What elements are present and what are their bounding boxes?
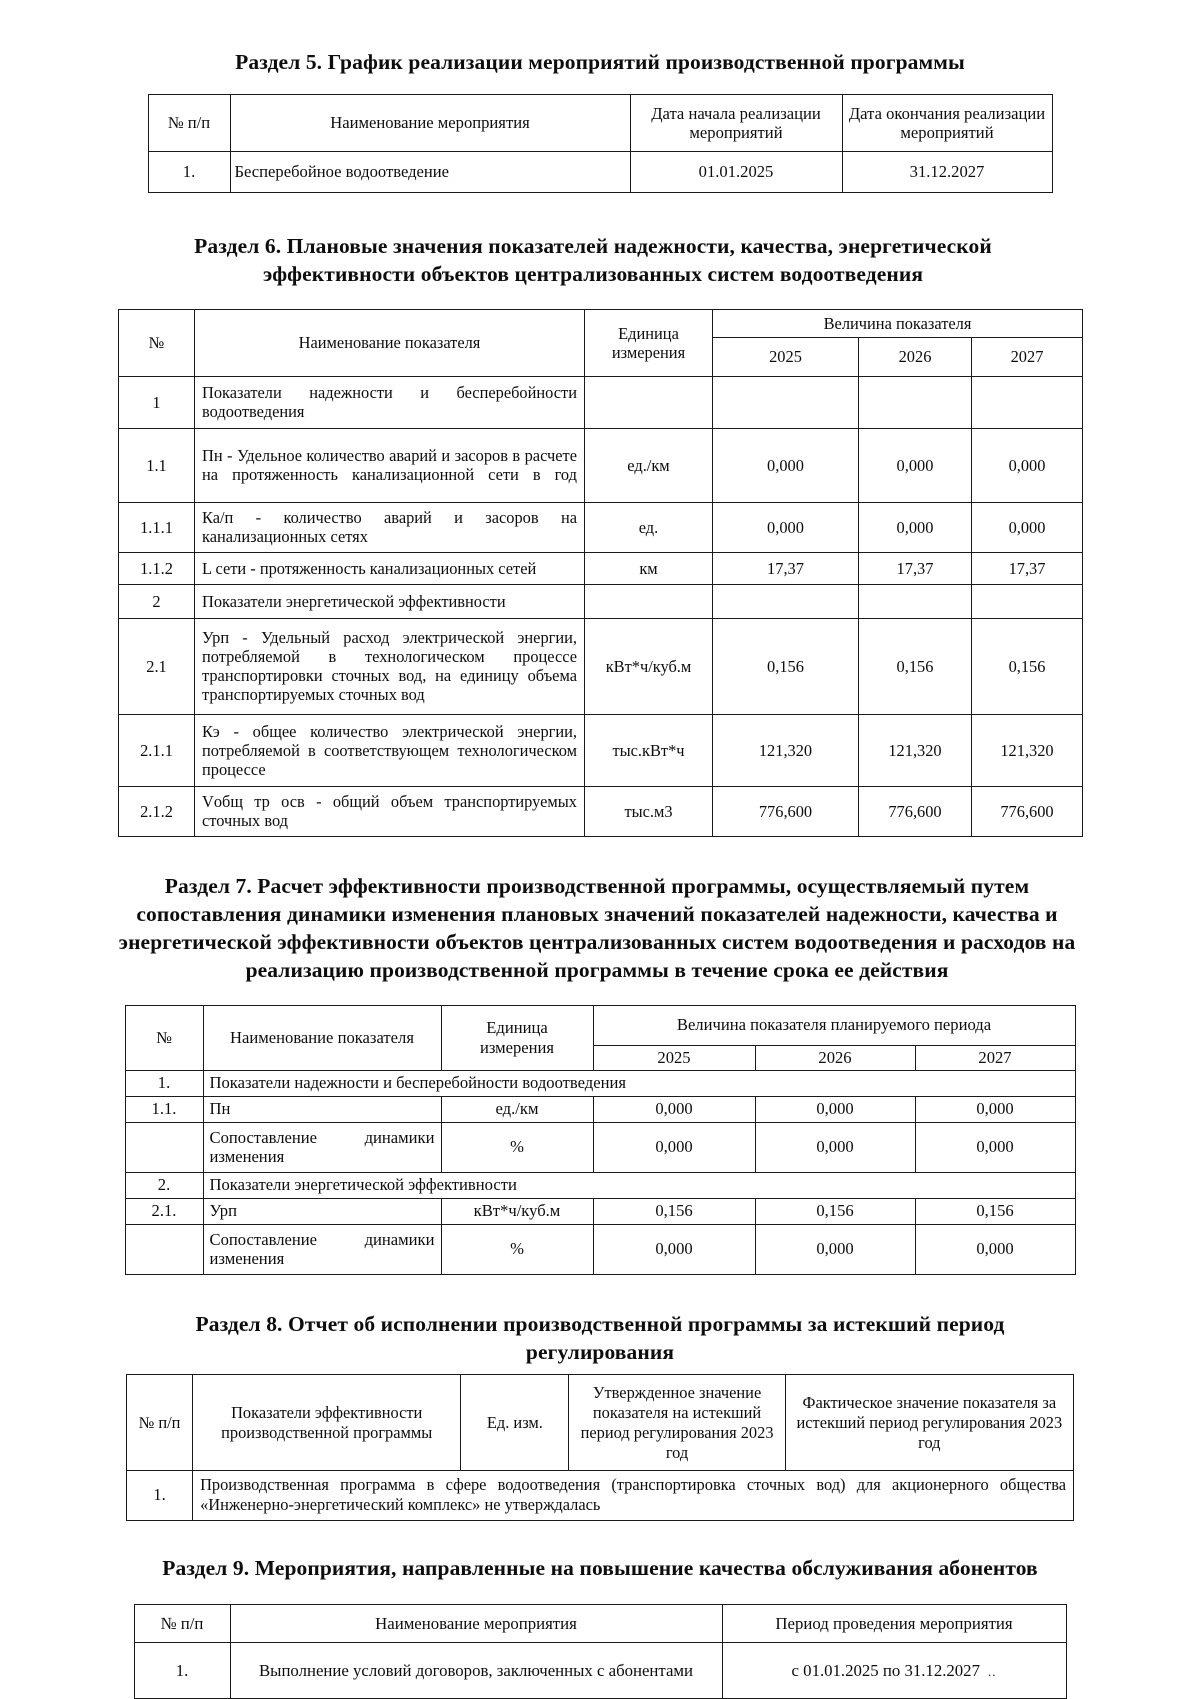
cell-unit: % <box>441 1122 593 1172</box>
cell-name: L сети - протяженность канализационных сетей <box>195 552 585 584</box>
cell-num: 1. <box>127 1471 193 1520</box>
section-6-title: Раздел 6. Плановые значения показателей надежности, качества, энергетической эффективности объектов централизованных систем водоотведения <box>194 233 992 286</box>
table-row <box>119 618 1083 714</box>
col-header-period: Период проведения мероприятия <box>722 1605 1066 1643</box>
col-header-end-date: Дата окончания реализации мероприятий <box>842 94 1052 151</box>
cell-value-2026: 0,000 <box>859 428 972 502</box>
cell-num: 2.1.1 <box>119 714 195 786</box>
cell-num: 1.1.1 <box>119 502 195 552</box>
cell-name: Выполнение условий договоров, заключенных с абонентами <box>230 1643 722 1699</box>
cell-name: Пн <box>203 1096 441 1122</box>
table-header-row <box>119 309 1083 337</box>
col-header-unit: Единица измерения <box>585 309 713 376</box>
section-7-title: Раздел 7. Расчет эффективности производственной программы, осуществляемый путем сопоставления динамики изменения плановых значений показателей надежности, качества и энергетической эффективности объектов централизованных систем водоотведения и расходов на реализацию производственной программы в течение срока ее действия <box>118 873 1076 982</box>
cell-group-name: Показатели энергетической эффективности <box>203 1172 1075 1198</box>
table-row <box>125 1096 1075 1122</box>
cell-name: Пн - Удельное количество аварий и засоров в расчете на протяженность канализационной сети в год <box>195 428 585 502</box>
col-header-unit: Единица измерения <box>441 1005 593 1070</box>
table-row-group <box>125 1172 1075 1198</box>
cell-value-2026: 0,000 <box>859 502 972 552</box>
cell-unit: кВт*ч/куб.м <box>585 618 713 714</box>
col-header-num: № п/п <box>127 1375 193 1471</box>
col-header-name: Наименование показателя <box>203 1005 441 1070</box>
table-row <box>127 1471 1074 1520</box>
cell-num: 2. <box>125 1172 203 1198</box>
cell-value-2026: 0,000 <box>755 1224 915 1274</box>
table-row <box>125 1198 1075 1224</box>
cell-value-2026: 0,000 <box>755 1096 915 1122</box>
cell-value-2026: 0,156 <box>755 1198 915 1224</box>
col-header-name: Наименование показателя <box>195 309 585 376</box>
cell-name: Показатели энергетической эффективности <box>195 584 585 618</box>
col-header-year-2026: 2026 <box>755 1045 915 1070</box>
table-row-group <box>125 1070 1075 1096</box>
table-row <box>125 1224 1075 1274</box>
cell-value-2027: 0,000 <box>915 1122 1075 1172</box>
cell-unit: кВт*ч/куб.м <box>441 1198 593 1224</box>
cell-num: 1.1 <box>119 428 195 502</box>
cell-unit: ед./км <box>441 1096 593 1122</box>
cell-num: 2.1. <box>125 1198 203 1224</box>
cell-value-2027: 121,320 <box>972 714 1083 786</box>
section-5-title: Раздел 5. График реализации мероприятий производственной программы <box>235 50 965 74</box>
cell-value-2027: 776,600 <box>972 786 1083 836</box>
col-header-name: Наименование мероприятия <box>230 94 630 151</box>
col-header-name: Наименование мероприятия <box>230 1605 722 1643</box>
cell-unit: ед. <box>585 502 713 552</box>
table-header-row <box>127 1375 1074 1471</box>
cell-value-2026: 0,000 <box>755 1122 915 1172</box>
cell-unit: тыс.м3 <box>585 786 713 836</box>
cell-num: 1.1. <box>125 1096 203 1122</box>
table-header-row <box>148 94 1052 151</box>
col-header-actual-value: Фактическое значение показателя за истекший период регулирования 2023 год <box>785 1375 1073 1471</box>
cell-value-2027: 0,156 <box>972 618 1083 714</box>
cell-value-2027: 0,000 <box>972 428 1083 502</box>
col-header-num: № <box>119 309 195 376</box>
cell-period-text: с 01.01.2025 по 31.12.2027 <box>791 1661 980 1681</box>
col-header-year-2027: 2027 <box>972 337 1083 376</box>
cell-num: 2 <box>119 584 195 618</box>
cell-value-2027: 0,156 <box>915 1198 1075 1224</box>
cell-value-2025 <box>713 376 859 428</box>
table-row <box>148 151 1052 192</box>
cell-name: Показатели надежности и бесперебойности водоотведения <box>195 376 585 428</box>
cell-value-2027: 0,000 <box>972 502 1083 552</box>
cell-num: 1. <box>134 1643 230 1699</box>
cell-name: Сопоставление динамики изменения <box>203 1224 441 1274</box>
table-header-row <box>134 1605 1066 1643</box>
cell-value-2025: 776,600 <box>713 786 859 836</box>
cell-value-2026 <box>859 584 972 618</box>
col-header-value-group: Величина показателя <box>713 309 1083 337</box>
cell-value-2025 <box>713 584 859 618</box>
cell-value-2027: 17,37 <box>972 552 1083 584</box>
cell-name: Урп - Удельный расход электрической энергии, потребляемой в технологическом процессе транспортировки сточных вод, на единицу объема транспортируемых сточных вод <box>195 618 585 714</box>
cell-unit <box>585 376 713 428</box>
section-5-table <box>148 94 1053 193</box>
cell-unit <box>585 584 713 618</box>
col-header-year-2025: 2025 <box>593 1045 755 1070</box>
section-8-table <box>126 1374 1074 1520</box>
cell-name: Vобщ тр осв - общий объем транспортируемых сточных вод <box>195 786 585 836</box>
cell-period <box>722 1643 1066 1699</box>
cell-value-2027: 0,000 <box>915 1096 1075 1122</box>
section-9-title: Раздел 9. Мероприятия, направленные на повышение качества обслуживания абонентов <box>162 1555 1038 1580</box>
col-header-num: № п/п <box>134 1605 230 1643</box>
cell-value-2026: 776,600 <box>859 786 972 836</box>
cell-end-date: 31.12.2027 <box>842 151 1052 192</box>
cell-value-2025: 17,37 <box>713 552 859 584</box>
cell-unit: % <box>441 1224 593 1274</box>
cell-name: Бесперебойное водоотведение <box>230 151 630 192</box>
cell-value-2025: 0,156 <box>713 618 859 714</box>
cell-value-2026 <box>859 376 972 428</box>
cell-value-2027 <box>972 584 1083 618</box>
cell-unit: тыс.кВт*ч <box>585 714 713 786</box>
col-header-year-2025: 2025 <box>713 337 859 376</box>
col-header-approved-value: Утвержденное значение показателя на истекший период регулирования 2023 год <box>569 1375 785 1471</box>
table-row <box>119 428 1083 502</box>
cell-period-trailing-dots: .. <box>987 1664 997 1680</box>
table-row <box>119 376 1083 428</box>
cell-value-2025: 0,000 <box>713 428 859 502</box>
table-row <box>119 786 1083 836</box>
cell-value-2027: 0,000 <box>915 1224 1075 1274</box>
cell-num: 1.1.2 <box>119 552 195 584</box>
cell-num: 1 <box>119 376 195 428</box>
col-header-unit: Ед. изм. <box>461 1375 569 1471</box>
cell-unit: км <box>585 552 713 584</box>
cell-name: Сопоставление динамики изменения <box>203 1122 441 1172</box>
section-7-table <box>125 1005 1076 1275</box>
col-header-start-date: Дата начала реализации мероприятий <box>630 94 842 151</box>
cell-name: Кэ - общее количество электрической энергии, потребляемой в соответствующем технологическом процессе <box>195 714 585 786</box>
cell-value-2026: 0,156 <box>859 618 972 714</box>
section-9-table <box>134 1604 1067 1699</box>
table-row <box>119 502 1083 552</box>
cell-note-text: Производственная программа в сфере водоотведения (транспортировка сточных вод) для акционерного общества «Инженерно-энергетический комплекс» не утверждалась <box>193 1471 1074 1520</box>
cell-unit: ед./км <box>585 428 713 502</box>
cell-value-2025: 0,000 <box>593 1096 755 1122</box>
cell-num <box>125 1122 203 1172</box>
col-header-year-2026: 2026 <box>859 337 972 376</box>
table-row <box>119 552 1083 584</box>
cell-value-2026: 17,37 <box>859 552 972 584</box>
col-header-year-2027: 2027 <box>915 1045 1075 1070</box>
col-header-num: № <box>125 1005 203 1070</box>
table-row <box>119 584 1083 618</box>
section-8-title: Раздел 8. Отчет об исполнении производственной программы за истекший период регулирования <box>195 1311 1005 1364</box>
cell-value-2025: 121,320 <box>713 714 859 786</box>
table-row <box>134 1643 1066 1699</box>
cell-name: Ка/п - количество аварий и засоров на канализационных сетях <box>195 502 585 552</box>
col-header-name: Показатели эффективности производственной программы <box>193 1375 461 1471</box>
cell-num: 2.1 <box>119 618 195 714</box>
table-row <box>125 1122 1075 1172</box>
cell-value-2027 <box>972 376 1083 428</box>
cell-group-name: Показатели надежности и бесперебойности водоотведения <box>203 1070 1075 1096</box>
cell-value-2025: 0,000 <box>593 1122 755 1172</box>
table-header-row <box>125 1005 1075 1045</box>
cell-value-2025: 0,156 <box>593 1198 755 1224</box>
cell-value-2025: 0,000 <box>593 1224 755 1274</box>
col-header-num: № п/п <box>148 94 230 151</box>
cell-num <box>125 1224 203 1274</box>
cell-num: 1. <box>125 1070 203 1096</box>
cell-value-2025: 0,000 <box>713 502 859 552</box>
col-header-value-group: Величина показателя планируемого периода <box>593 1005 1075 1045</box>
cell-name: Урп <box>203 1198 441 1224</box>
cell-start-date: 01.01.2025 <box>630 151 842 192</box>
section-6-table <box>118 309 1083 837</box>
cell-value-2026: 121,320 <box>859 714 972 786</box>
table-row <box>119 714 1083 786</box>
cell-num: 1. <box>148 151 230 192</box>
cell-num: 2.1.2 <box>119 786 195 836</box>
